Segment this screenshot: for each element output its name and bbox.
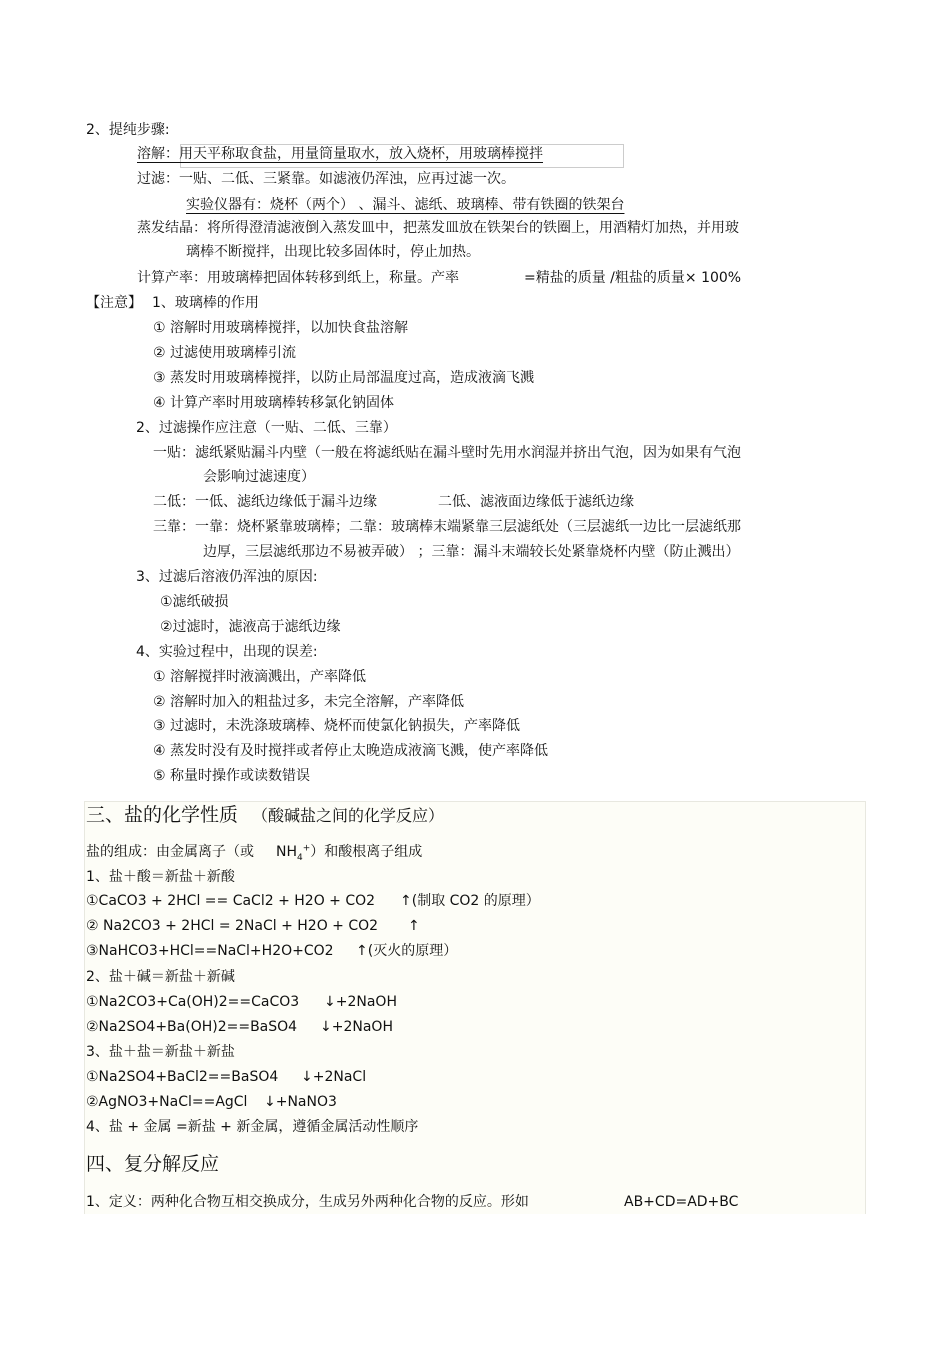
reaction3-eq1: ①Na2SO4+BaCl2==BaSO4	[86, 1069, 279, 1085]
composition-text-a: 盐的组成：由金属离子（或	[86, 844, 254, 860]
reaction2-title: 2、盐＋碱＝新盐＋新碱	[86, 969, 235, 985]
note4-item: ⑤ 称量时操作或读数错误	[153, 768, 311, 784]
reaction4-title: 4、盐 + 金属 =新盐 + 新金属，遵循金属活动性顺序	[86, 1119, 419, 1135]
step-instruments: 实验仪器有：烧杯（两个） 、漏斗、滤纸、玻璃棒、带有铁圈的铁架台	[186, 197, 625, 213]
note1-item: ② 过滤使用玻璃棒引流	[153, 345, 297, 361]
note2-kao-2: 边厚，三层滤纸那边不易被弄破） ；三靠：漏斗末端较长处紧靠烧杯内壁（防止溅出）	[203, 544, 740, 560]
note2-tie-1: 一贴：滤纸紧贴漏斗内壁（一般在将滤纸贴在漏斗壁时先用水润湿并挤出气泡，因为如果有气泡	[153, 445, 741, 461]
ammonium-text: NH	[276, 844, 297, 860]
reaction3-title: 3、盐＋盐＝新盐＋新盐	[86, 1044, 235, 1060]
section3-heading-text: 三、盐的化学性质	[86, 804, 239, 826]
section3-heading	[86, 802, 444, 829]
step-evaporate-1: 蒸发结晶：将所得澄清滤液倒入蒸发皿中，把蒸发皿放在铁架台的铁圈上，用酒精灯加热，并用玻	[137, 220, 739, 236]
reaction2-eq2: ②Na2SO4+Ba(OH)2==BaSO4	[86, 1019, 298, 1035]
section4-heading: 四、复分解反应	[86, 1153, 220, 1175]
note1-item: ④ 计算产率时用玻璃棒转移氯化钠固体	[153, 395, 394, 411]
reaction1-eq2: ② Na2CO3 + 2HCl = 2NaCl + H2O + CO2	[86, 918, 379, 934]
step-yield-b: =精盐的质量 /粗盐的质量× 100%	[524, 270, 742, 286]
step-filter: 过滤：一贴、二低、三紧靠。如滤液仍浑浊，应再过滤一次。	[137, 171, 515, 187]
reaction1-eq1: ①CaCO3 + 2HCl == CaCl2 + H2O + CO2	[86, 893, 376, 909]
note4-item: ④ 蒸发时没有及时搅拌或者停止太晚造成液滴飞溅，使产率降低	[153, 743, 548, 759]
note3-title: 3、过滤后溶液仍浑浊的原因:	[136, 569, 318, 585]
step-dissolve: 溶解：用天平称取食盐，用量筒量取水，放入烧杯，用玻璃棒搅拌	[137, 146, 543, 162]
note2-low-a: 二低：一低、滤纸边缘低于漏斗边缘	[153, 494, 377, 510]
reaction1-eq2-note: ↑	[408, 918, 420, 934]
reaction1-title: 1、盐＋酸＝新盐＋新酸	[86, 869, 235, 885]
section3-heading-sub: （酸碱盐之间的化学反应）	[252, 806, 445, 825]
note3-item: ①滤纸破损	[160, 594, 229, 610]
step-yield-a: 计算产率：用玻璃棒把固体转移到纸上，称量。产率	[137, 270, 459, 286]
reaction3-eq2-note: ↓+NaNO3	[264, 1094, 337, 1110]
composition-text-b: ）和酸根离子组成	[310, 844, 423, 860]
note2-low-b: 二低、滤液面边缘低于滤纸边缘	[438, 494, 634, 510]
steps-title: 2、提纯步骤:	[86, 122, 170, 138]
note1-title: 1、玻璃棒的作用	[152, 295, 259, 311]
note4-item: ③ 过滤时，未洗涤玻璃棒、烧杯而使氯化钠损失，产率降低	[153, 718, 520, 734]
reaction2-eq2-note: ↓+2NaOH	[320, 1019, 393, 1035]
reaction1-eq1-note: ↑(制取 CO2 的原理）	[400, 893, 540, 909]
reaction3-eq2: ②AgNO3+NaCl==AgCl	[86, 1094, 248, 1110]
ammonium-superscript: +	[302, 843, 311, 854]
note3-item: ②过滤时，滤液高于滤纸边缘	[160, 619, 341, 635]
note1-item: ① 溶解时用玻璃棒搅拌，以加快食盐溶解	[153, 320, 408, 336]
note2-tie-2: 会影响过滤速度）	[203, 469, 315, 485]
ammonium-subscript: 4	[297, 852, 303, 863]
note2-title: 2、过滤操作应注意（一贴、二低、三靠）	[136, 420, 397, 436]
reaction2-eq1-note: ↓+2NaOH	[324, 994, 397, 1010]
note4-item: ① 溶解搅拌时液滴溅出，产率降低	[153, 669, 367, 685]
note1-item: ③ 蒸发时用玻璃棒搅拌，以防止局部温度过高，造成液滴飞溅	[153, 370, 534, 386]
note4-title: 4、实验过程中，出现的误差:	[136, 644, 318, 660]
step-evaporate-2: 璃棒不断搅拌，出现比较多固体时，停止加热。	[186, 244, 480, 260]
reaction1-eq3-note: ↑(灭火的原理）	[356, 943, 458, 959]
note4-item: ② 溶解时加入的粗盐过多，未完全溶解，产率降低	[153, 694, 464, 710]
note2-kao-1: 三靠：一靠：烧杯紧靠玻璃棒；二靠：玻璃棒末端紧靠三层滤纸处（三层滤纸一边比一层滤纸那	[153, 519, 741, 535]
notes-label: 【注意】	[86, 295, 142, 311]
definition-formula: AB+CD=AD+BC	[624, 1194, 739, 1210]
definition-text: 1、定义：两种化合物互相交换成分，生成另外两种化合物的反应。形如	[86, 1194, 529, 1210]
reaction3-eq1-note: ↓+2NaCl	[301, 1069, 367, 1085]
salt-composition	[86, 842, 422, 862]
reaction2-eq1: ①Na2CO3+Ca(OH)2==CaCO3	[86, 994, 300, 1010]
reaction1-eq3: ③NaHCO3+HCl==NaCl+H2O+CO2	[86, 943, 334, 959]
